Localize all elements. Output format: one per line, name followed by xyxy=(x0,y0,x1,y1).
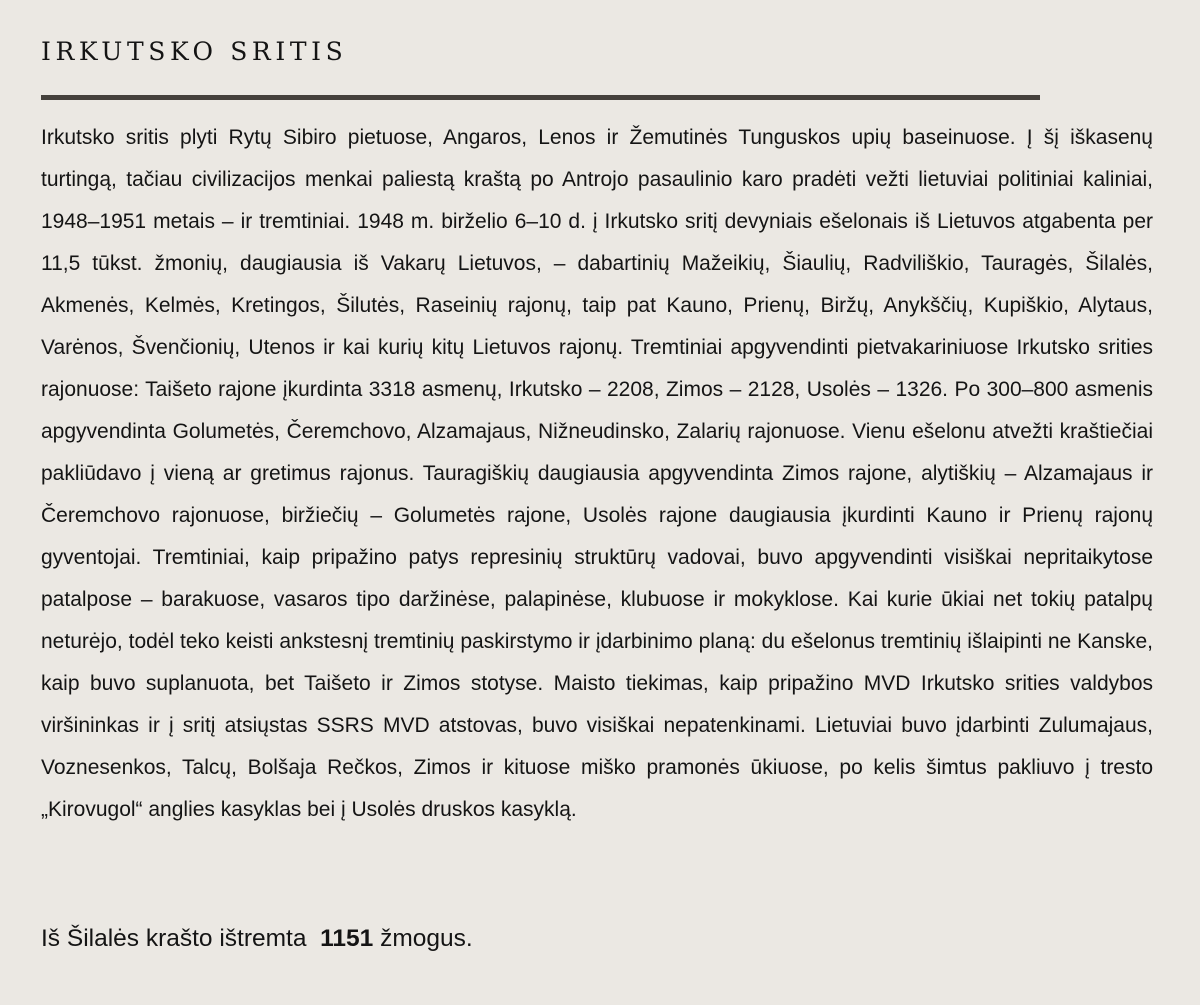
body-paragraph: Irkutsko sritis plyti Rytų Sibiro pietuose, Angaros, Lenos ir Žemutinės Tunguskos upių baseinuose. Į šį iškasenų turtingą, tačiau civilizacijos menkai paliestą kraštą po Antrojo pasaulinio karo pradėti vežti lietuviai politiniai kaliniai, 1948–1951 metais – ir tremtiniai. 1948 m. birželio 6–10 d. į Irkutsko sritį devyniais ešelonais iš Lietuvos atgabenta per 11,5 tūkst. žmonių, daugiausia iš Vakarų Lietuvos, – dabartinių Mažeikių, Šiaulių, Radviliškio, Tauragės, Šilalės, Akmenės, Kelmės, Kretingos, Šilutės, Raseinių rajonų, taip pat Kauno, Prienų, Biržų, Anykščių, Kupiškio, Alytaus, Varėnos, Švenčionių, Utenos ir kai kurių kitų Lietuvos rajonų. Tremtiniai apgyvendinti pietvakariniuose Irkutsko srities rajonuose: Taišeto rajone įkurdinta 3318 asmenų, Irkutsko – 2208, Zimos – 2128, Usolės – 1326. Po 300–800 asmenis apgyvendinta Golumetės, Čeremchovo, Alzamajaus, Nižneudinsko, Zalarių rajonuose. Vienu ešelonu atvežti kraštiečiai pakliūdavo į vieną ar gretimus rajonus. Tauragiškių daugiausia apgyvendinta Zimos rajone, alytiškių – Alzamajaus ir Čeremchovo rajonuose, biržiečių – Golumetės rajone, Usolės rajone daugiausia įkurdinti Kauno ir Prienų rajonų gyventojai. Tremtiniai, kaip pripažino patys represinių struktūrų vadovai, buvo apgyvendinti visiškai nepritaikytose patalpose – barakuose, vasaros tipo daržinėse, palapinėse, klubuose ir mokyklose. Kai kurie ūkiai net tokių patalpų neturėjo, todėl teko keisti ankstesnį tremtinių paskirstymo ir įdarbinimo planą: du ešelonus tremtinių išlaipinti ne Kanske, kaip buvo suplanuota, bet Taišeto ir Zimos stotyse. Maisto tiekimas, kaip pripažino MVD Irkutsko srities valdybos viršininkas ir į sritį atsiųstas SSRS MVD atstovas, buvo visiškai nepatenkinami. Lietuviai buvo įdarbinti Zulumajaus, Voznesenkos, Talcų, Bolšaja Rečkos, Zimos ir kituose miško pramonės ūkiuose, po kelis šimtus pakliuvo į tresto „Kirovugol“ anglies kasyklas bei į Usolės druskos kasyklą. xyxy=(41,126,1153,821)
title-divider xyxy=(41,95,1040,100)
summary-suffix: žmogus. xyxy=(380,925,473,952)
page-title: IRKUTSKO SRITIS xyxy=(41,37,348,66)
deported-count: 1151 xyxy=(320,925,374,952)
deportation-summary xyxy=(41,918,473,960)
summary-prefix: Iš Šilalės krašto ištremta xyxy=(41,925,307,952)
